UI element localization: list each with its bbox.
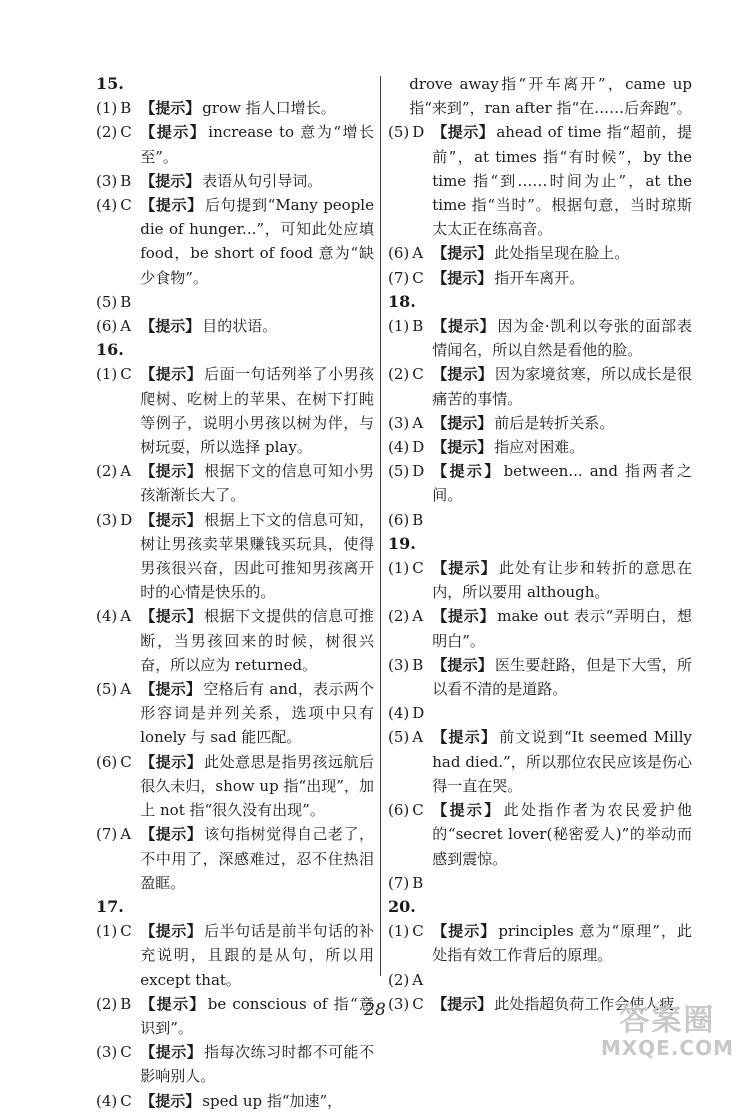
item-number: (4) xyxy=(96,607,118,626)
item-text: 该句指树觉得自己老了，不中用了，深感难过，忍不住热泪盈眶。 xyxy=(140,825,374,892)
item-text: 此处有让步和转折的意思在内，所以要用 although。 xyxy=(432,559,692,602)
item-answer: C xyxy=(412,268,424,287)
item-text: 因为家境贫寒，所以成长是很痛苦的事情。 xyxy=(432,365,692,408)
item-answer: A xyxy=(120,317,132,336)
answer-item-17-5 xyxy=(388,120,692,241)
answer-item-17-6 xyxy=(388,241,692,265)
item-text: 此处意思是指男孩远航后很久未归，show up 指“出现”，加上 not 指“很久没有出现”。 xyxy=(140,752,374,820)
item-text: 医生要赶路，但是下大雪，所以看不清的是道路。 xyxy=(432,655,692,699)
item-text: principles 意为“原理”，此处指有效工作背后的原理。 xyxy=(432,922,692,965)
tip-label: 【提示】 xyxy=(432,317,496,336)
answer-item-17-7 xyxy=(388,266,692,290)
section-heading-17: 17. xyxy=(96,896,124,916)
item-answer: C xyxy=(412,994,424,1013)
item-number: (1) xyxy=(96,922,118,941)
item-answer: C xyxy=(412,559,424,578)
item-text: 表语从句引导词。 xyxy=(202,171,323,190)
item-number: (1) xyxy=(96,99,118,118)
item-answer: A xyxy=(412,413,424,432)
tip-label: 【提示】 xyxy=(432,438,493,457)
answer-item-16-5 xyxy=(96,677,374,750)
answer-item-16-1 xyxy=(96,362,374,459)
item-number: (2) xyxy=(388,607,410,626)
item-answer: C xyxy=(120,922,132,941)
answer-item-15-3 xyxy=(96,169,374,193)
answer-item-17-1 xyxy=(96,919,374,992)
item-text: between... and 指两者之间。 xyxy=(432,462,692,505)
tip-label: 【提示】 xyxy=(140,752,203,771)
item-number: (3) xyxy=(96,171,118,190)
item-answer: B xyxy=(120,994,132,1013)
answer-item-17-4-continued xyxy=(388,72,692,120)
item-text: grow 指人口增长。 xyxy=(202,99,336,118)
answer-item-18-3 xyxy=(388,411,692,435)
item-number: (2) xyxy=(96,994,118,1013)
item-text: 此处指呈现在脸上。 xyxy=(494,244,630,263)
item-answer: D xyxy=(412,438,425,457)
item-number: (4) xyxy=(96,1091,118,1110)
item-answer: C xyxy=(120,196,132,215)
item-number: (6) xyxy=(388,244,410,263)
answer-item-17-4 xyxy=(96,1089,374,1113)
item-answer: D xyxy=(120,510,133,529)
tip-label: 【提示】 xyxy=(432,728,498,747)
item-answer: A xyxy=(412,244,424,263)
item-answer: D xyxy=(412,462,425,481)
item-number: (4) xyxy=(96,196,118,215)
item-answer: C xyxy=(120,365,132,384)
item-text: 前后是转折关系。 xyxy=(494,413,615,432)
answer-item-19-5 xyxy=(388,725,692,798)
tip-label: 【提示】 xyxy=(432,994,493,1013)
tip-label: 【提示】 xyxy=(140,994,206,1013)
item-number: (5) xyxy=(96,292,118,311)
watermark-url: MXQE.COM xyxy=(600,1036,734,1060)
item-answer: A xyxy=(120,607,132,626)
item-number: (1) xyxy=(388,922,410,941)
item-answer: A xyxy=(120,825,132,844)
item-answer: A xyxy=(120,462,132,481)
item-text: be conscious of 指“意识到”。 xyxy=(140,994,374,1037)
item-answer: A xyxy=(412,728,424,747)
item-text: make out 表示“弄明白，想明白”。 xyxy=(432,607,692,650)
item-number: (6) xyxy=(388,510,410,529)
item-number: (1) xyxy=(96,365,118,384)
tip-label: 【提示】 xyxy=(432,607,496,626)
item-text: increase to 意为“增长至”。 xyxy=(140,123,374,166)
tip-label: 【提示】 xyxy=(140,317,201,336)
item-text: 根据下文提供的信息可推断，当男孩回来的时候，树很兴奋，所以应为 returned。 xyxy=(140,607,374,674)
section-heading-20: 20. xyxy=(388,896,416,916)
item-answer: C xyxy=(120,123,132,142)
tip-label: 【提示】 xyxy=(140,922,203,941)
tip-label: 【提示】 xyxy=(140,510,203,529)
answer-item-18-6 xyxy=(388,508,692,532)
answer-item-20-1 xyxy=(388,919,692,967)
item-text: 指开车离开。 xyxy=(494,268,585,287)
answer-item-15-1 xyxy=(96,96,374,120)
item-number: (2) xyxy=(96,123,118,142)
answer-item-19-4 xyxy=(388,701,692,725)
watermark-text: 答案圈 xyxy=(619,1003,716,1038)
item-number: (1) xyxy=(388,559,410,578)
item-number: (5) xyxy=(388,728,410,747)
item-answer: A xyxy=(412,607,424,626)
tip-label: 【提示】 xyxy=(432,365,493,384)
tip-label: 【提示】 xyxy=(432,462,502,481)
answer-item-18-2 xyxy=(388,362,692,410)
answer-item-19-6 xyxy=(388,798,692,871)
item-text: 后面一句话列举了小男孩爬树、吃树上的苹果、在树下打盹等例子，说明小男孩以树为伴，与树玩耍，所以选择 play。 xyxy=(140,365,374,457)
item-answer: C xyxy=(412,801,424,820)
column-divider xyxy=(380,76,381,976)
item-text: 目的状语。 xyxy=(202,317,278,336)
tip-label: 【提示】 xyxy=(140,1091,201,1110)
item-number: (4) xyxy=(388,438,410,457)
answer-item-15-6 xyxy=(96,314,374,338)
tip-label: 【提示】 xyxy=(432,655,493,674)
answer-item-19-7 xyxy=(388,871,692,895)
item-text: 指每次练习时都不可能不影响别人。 xyxy=(140,1043,374,1086)
answer-item-18-1 xyxy=(388,314,692,362)
item-answer: C xyxy=(120,752,132,771)
item-text: 此处指超负荷工作会使人疲 xyxy=(494,994,675,1013)
tip-label: 【提示】 xyxy=(432,801,502,820)
tip-label: 【提示】 xyxy=(432,922,497,941)
answer-item-19-3 xyxy=(388,653,692,701)
item-text: 根据上下文的信息可知，树让男孩卖苹果赚钱买玩具，使得男孩很兴奋，因此可推知男孩离开时的心情是快乐的。 xyxy=(140,510,374,602)
left-column xyxy=(96,72,374,1113)
answer-item-16-3 xyxy=(96,508,374,605)
answer-item-19-1 xyxy=(388,556,692,604)
item-number: (3) xyxy=(388,655,410,674)
tip-label: 【提示】 xyxy=(432,244,493,263)
answer-item-16-6 xyxy=(96,750,374,823)
item-answer: B xyxy=(412,317,424,336)
item-answer: B xyxy=(412,655,424,674)
answer-item-18-4 xyxy=(388,435,692,459)
item-answer: B xyxy=(120,292,132,311)
item-number: (2) xyxy=(388,970,410,989)
item-answer: B xyxy=(120,171,132,190)
tip-label: 【提示】 xyxy=(432,413,493,432)
item-number: (3) xyxy=(388,413,410,432)
answer-item-17-3 xyxy=(96,1040,374,1088)
item-number: (3) xyxy=(96,510,118,529)
tip-label: 【提示】 xyxy=(140,1043,203,1062)
item-answer: A xyxy=(120,680,132,699)
section-heading-16: 16. xyxy=(96,340,124,360)
item-number: (5) xyxy=(96,680,118,699)
item-text: 根据下文的信息可知小男孩渐渐长大了。 xyxy=(140,462,374,505)
item-answer: C xyxy=(412,365,424,384)
answer-item-15-4 xyxy=(96,193,374,290)
item-number: (3) xyxy=(388,994,410,1013)
item-text: 此处指作者为农民爱护他的“secret lover(秘密爱人)”的举动而感到震惊。 xyxy=(432,801,692,868)
item-answer: B xyxy=(412,873,424,892)
answer-item-15-2 xyxy=(96,120,374,168)
watermark-logo xyxy=(601,1004,734,1059)
item-text: 因为金·凯利以夸张的面部表情闻名，所以自然是看他的脸。 xyxy=(432,317,692,360)
item-number: (6) xyxy=(388,801,410,820)
tip-label: 【提示】 xyxy=(140,365,203,384)
item-number: (6) xyxy=(96,752,118,771)
right-column xyxy=(388,72,692,1016)
item-answer: B xyxy=(120,99,132,118)
item-text: 指应对困难。 xyxy=(494,438,585,457)
item-answer: A xyxy=(412,970,424,989)
item-text: ahead of time 指“超前，提前”，at times 指“有时候”，by the time 指“到……时间为止”，at the time 指“当时”。根据句意，当时琼斯太太正在练高音。 xyxy=(432,123,692,239)
item-answer: B xyxy=(412,510,424,529)
item-text: 空格后有 and，表示两个形容词是并列关系，选项中只有 lonely 与 sad 能匹配。 xyxy=(140,680,374,747)
tip-label: 【提示】 xyxy=(140,607,203,626)
tip-label: 【提示】 xyxy=(140,196,203,215)
item-text: drove away指“开车离开”，came up 指“来到”，ran after 指“在……后奔跑”。 xyxy=(409,75,692,118)
item-number: (6) xyxy=(96,317,118,336)
section-heading-15: 15. xyxy=(96,74,124,93)
page-number: 28 xyxy=(364,1000,386,1020)
item-text: 前文说到“It seemed Milly had died.”，所以那位农民应该是伤心得一直在哭。 xyxy=(432,728,692,795)
answer-item-18-5 xyxy=(388,459,692,507)
tip-label: 【提示】 xyxy=(140,99,201,118)
item-text: 后半句话是前半句话的补充说明，且跟的是从句，所以用 except that。 xyxy=(140,922,374,989)
tip-label: 【提示】 xyxy=(432,559,497,578)
item-number: (7) xyxy=(96,825,118,844)
tip-label: 【提示】 xyxy=(140,123,207,142)
item-number: (1) xyxy=(388,317,410,336)
item-number: (2) xyxy=(388,365,410,384)
tip-label: 【提示】 xyxy=(140,171,201,190)
item-answer: D xyxy=(412,704,425,723)
item-answer: C xyxy=(120,1091,132,1110)
answer-item-20-2 xyxy=(388,968,692,992)
item-number: (7) xyxy=(388,873,410,892)
tip-label: 【提示】 xyxy=(140,462,203,481)
answer-item-16-4 xyxy=(96,604,374,677)
item-number: (3) xyxy=(96,1043,118,1062)
tip-label: 【提示】 xyxy=(140,680,202,699)
item-answer: C xyxy=(120,1043,132,1062)
item-number: (5) xyxy=(388,123,410,142)
item-text: sped up 指“加速”， xyxy=(202,1091,343,1110)
item-answer: D xyxy=(412,123,425,142)
tip-label: 【提示】 xyxy=(140,825,203,844)
item-answer: C xyxy=(412,922,424,941)
item-number: (2) xyxy=(96,462,118,481)
answer-item-19-2 xyxy=(388,604,692,652)
item-text: 后句提到“Many people die of hunger...”，可知此处应填 food，be short of food 意为“缺少食物”。 xyxy=(140,196,374,287)
section-heading-18: 18. xyxy=(388,291,416,311)
item-number: (4) xyxy=(388,704,410,723)
answer-item-16-7 xyxy=(96,822,374,895)
answer-item-15-5 xyxy=(96,290,374,314)
answer-item-16-2 xyxy=(96,459,374,507)
item-number: (7) xyxy=(388,268,410,287)
item-number: (5) xyxy=(388,462,410,481)
tip-label: 【提示】 xyxy=(432,123,495,142)
section-heading-19: 19. xyxy=(388,533,416,553)
tip-label: 【提示】 xyxy=(432,268,493,287)
